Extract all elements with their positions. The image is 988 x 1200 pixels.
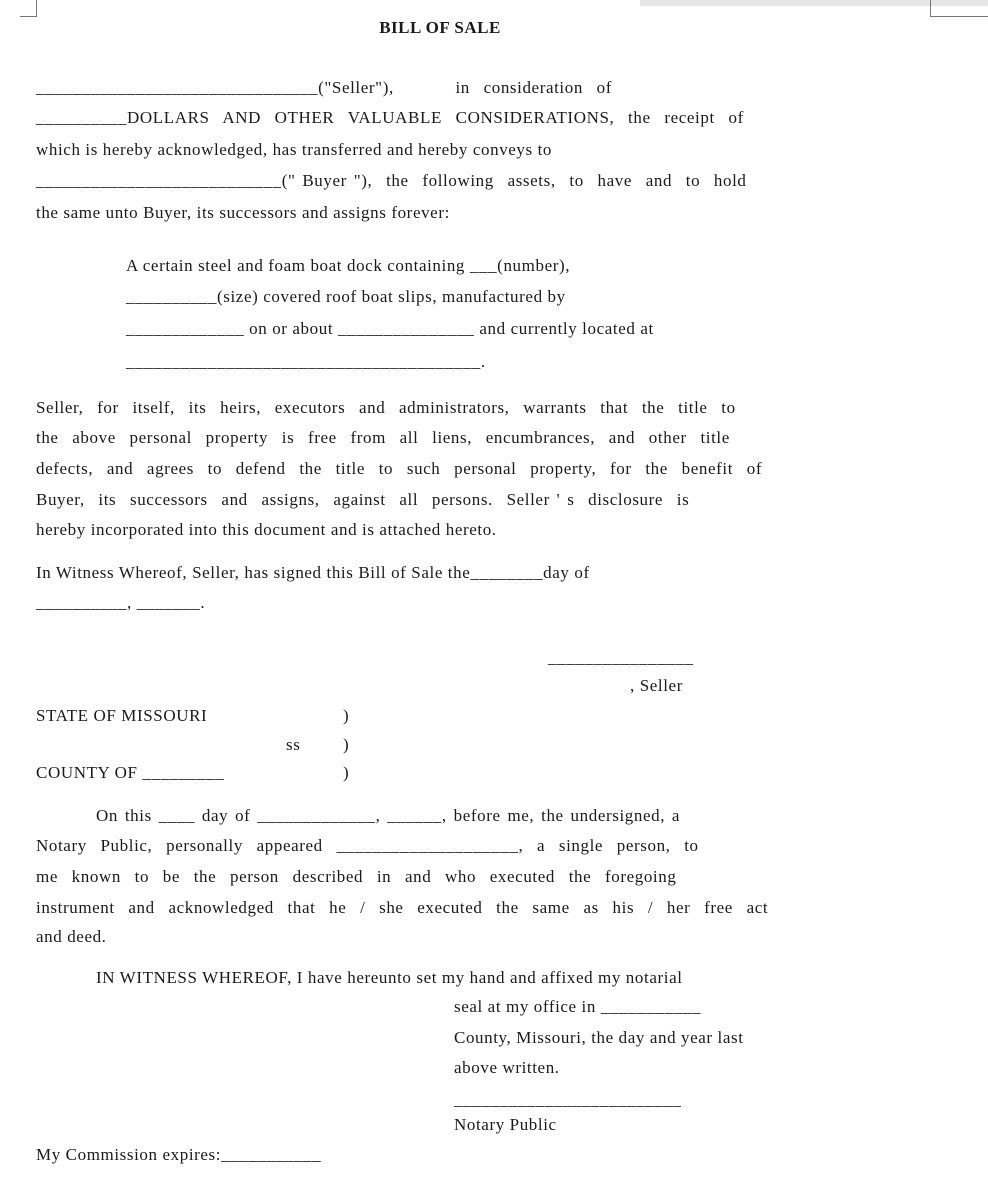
intro-line: which is hereby acknowledged, has transferred and hereby conveys to: [36, 140, 553, 159]
seal-line: above written.: [454, 1058, 560, 1077]
state-line: STATE OF MISSOURI: [36, 706, 208, 725]
bracket: ): [343, 735, 350, 754]
notary-line: and deed.: [36, 927, 107, 946]
witness-line: In Witness Whereof, Seller, has signed this Bill of Sale the________day of: [36, 563, 590, 582]
asset-line: A certain steel and foam boat dock containing ___(number),: [126, 256, 571, 275]
warranty-line: hereby incorporated into this document and is attached hereto.: [36, 520, 497, 539]
notary-line: me known to be the person described in and who executed the foregoing: [36, 867, 677, 886]
asset-line: __________(size) covered roof boat slips, manufactured by: [126, 287, 566, 306]
notary-line: Notary Public, personally appeared ____________________, a single person, to: [36, 836, 699, 855]
seller-signature-line: ________________: [548, 648, 694, 667]
seal-line: seal at my office in ___________: [454, 997, 701, 1016]
witness-line: __________, _______.: [36, 593, 206, 612]
notary-label: Notary Public: [454, 1115, 557, 1134]
warranty-line: Seller, for itself, its heirs, executors and administrators, warrants that the title to: [36, 398, 736, 417]
warranty-line: the above personal property is free from all liens, encumbrances, and other title: [36, 428, 730, 447]
notary-line: instrument and acknowledged that he / she executed the same as his / her free act: [36, 898, 769, 917]
in-witness-line: IN WITNESS WHEREOF, I have hereunto set my hand and affixed my notarial: [96, 968, 683, 987]
warranty-line: defects, and agrees to defend the title to such personal property, for the benefit of: [36, 459, 763, 478]
crop-mark-top-right: [930, 0, 988, 17]
notary-signature-line: _________________________: [454, 1090, 682, 1109]
document-title: BILL OF SALE: [379, 18, 501, 37]
intro-line: __________DOLLARS AND OTHER VALUABLE CONSIDERATIONS, the receipt of: [36, 108, 744, 127]
seller-label: , Seller: [630, 676, 683, 695]
warranty-line: Buyer, its successors and assigns, against all persons. Seller ' s disclosure is: [36, 490, 690, 509]
intro-line: _______________________________("Seller"), in consideration of: [36, 78, 613, 97]
ss-label: ss: [286, 735, 301, 754]
commission-line: My Commission expires:___________: [36, 1145, 322, 1164]
bracket: ): [343, 706, 350, 725]
county-line: COUNTY OF _________: [36, 763, 225, 782]
bracket: ): [343, 763, 350, 782]
asset-line: _____________ on or about _______________ and currently located at: [126, 319, 654, 338]
intro-line: the same unto Buyer, its successors and assigns forever:: [36, 203, 450, 222]
asset-line: _______________________________________.: [126, 352, 486, 371]
seal-line: County, Missouri, the day and year last: [454, 1028, 744, 1047]
notary-line: On this ____ day of _____________, ______, before me, the undersigned, a: [96, 806, 681, 825]
crop-mark-top-left: [20, 0, 37, 17]
intro-line: ___________________________(" Buyer "), the following assets, to have and to hold: [36, 171, 747, 190]
